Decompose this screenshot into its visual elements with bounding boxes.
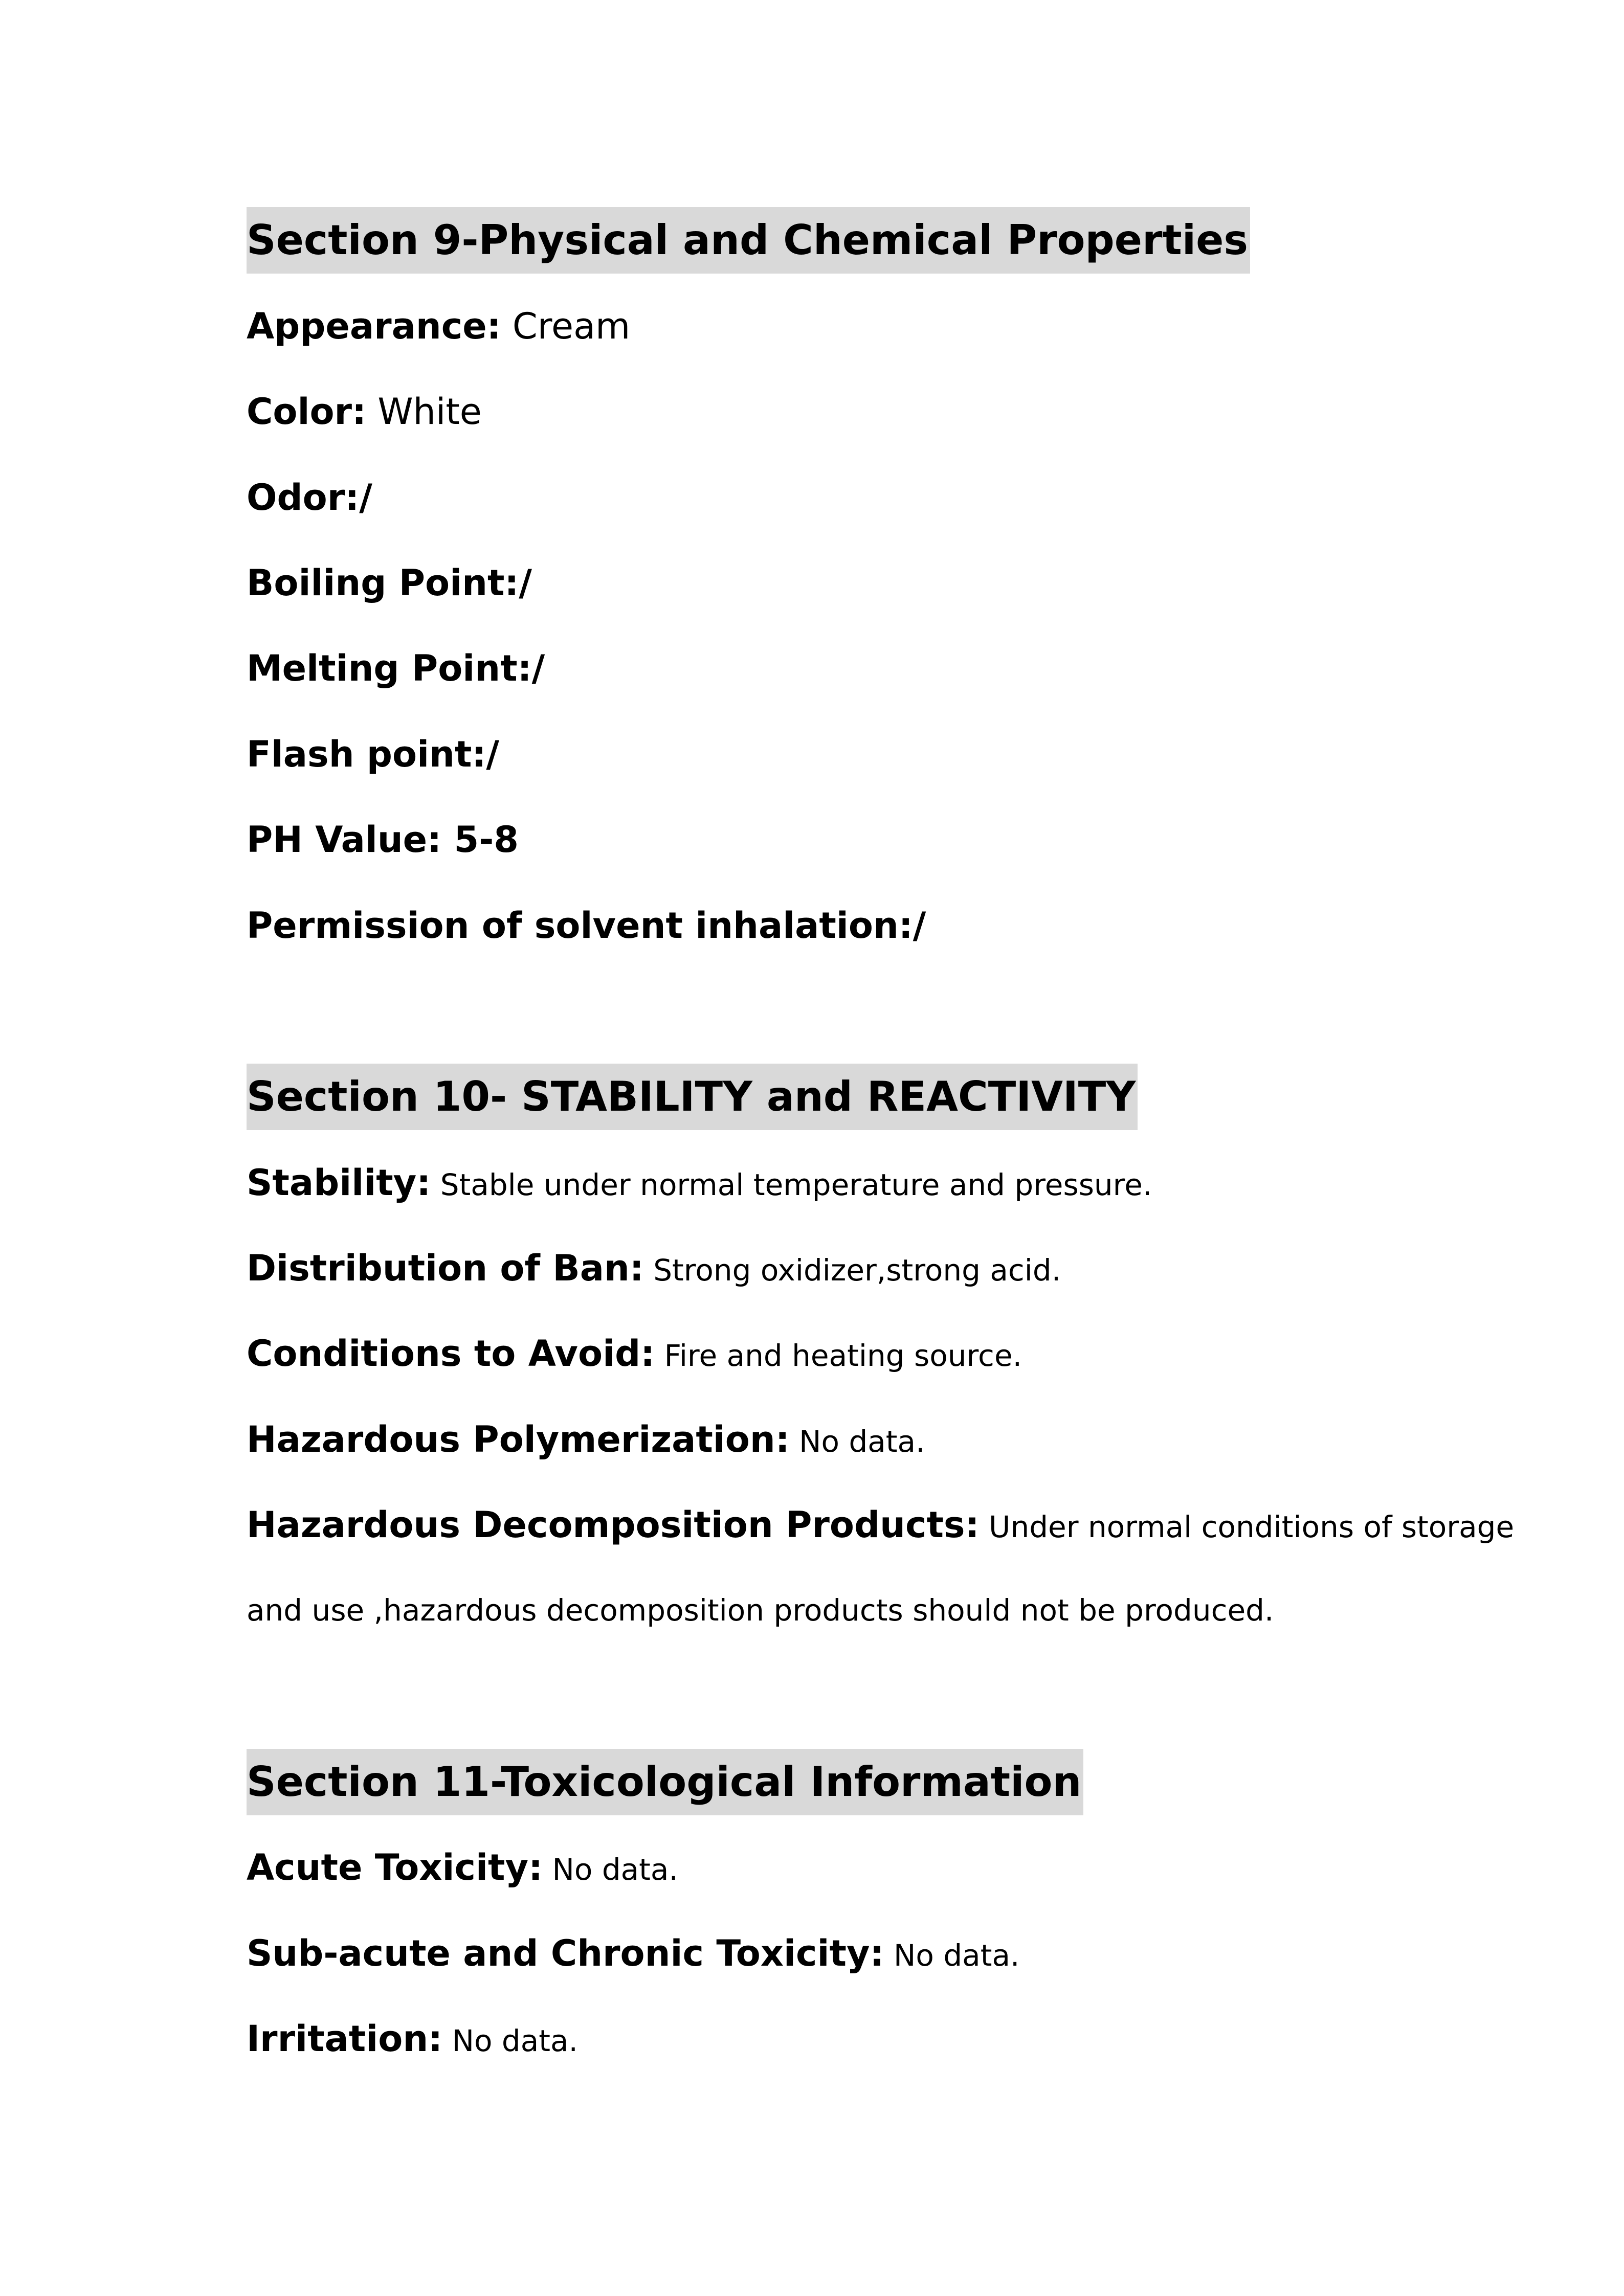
appearance-value: Cream: [501, 305, 631, 347]
color-value: White: [366, 391, 482, 433]
section-10-heading: Section 10- STABILITY and REACTIVITY: [247, 1064, 1138, 1130]
irritation-label: Irritation:: [247, 2018, 443, 2060]
hazardous-decomposition-label: Hazardous Decomposition Products:: [247, 1504, 980, 1546]
appearance-label: Appearance:: [247, 305, 501, 347]
conditions-to-avoid-row: [247, 1331, 1022, 1379]
hazardous-decomposition-value-line1: Under normal conditions of storage: [979, 1510, 1515, 1544]
hazardous-decomposition-row: [247, 1502, 1514, 1550]
irritation-value: No data.: [442, 2023, 578, 2058]
flash-point-label: Flash point:/: [247, 733, 499, 775]
distribution-of-ban-row: [247, 1245, 1061, 1293]
solvent-inhalation-label: Permission of solvent inhalation:/: [247, 905, 926, 947]
acute-toxicity-row: [247, 1844, 678, 1893]
hazardous-polymerization-label: Hazardous Polymerization:: [247, 1419, 790, 1460]
subacute-toxicity-value: No data.: [884, 1938, 1020, 1973]
flash-point-row: [247, 731, 499, 777]
ph-value-row: [247, 817, 519, 863]
stability-row: [247, 1160, 1152, 1208]
acute-toxicity-label: Acute Toxicity:: [247, 1847, 543, 1888]
odor-row: [247, 475, 372, 521]
melting-point-row: [247, 645, 545, 691]
stability-label: Stability:: [247, 1162, 431, 1204]
subacute-toxicity-row: [247, 1930, 1019, 1978]
solvent-inhalation-row: [247, 903, 926, 949]
melting-point-label: Melting Point:/: [247, 647, 545, 689]
boiling-point-label: Boiling Point:/: [247, 562, 532, 604]
hazardous-decomposition-value-line2: and use ,hazardous decomposition products should not be produced.: [247, 1593, 1274, 1628]
boiling-point-row: [247, 560, 532, 606]
irritation-row: [247, 2016, 578, 2064]
conditions-to-avoid-label: Conditions to Avoid:: [247, 1333, 655, 1375]
distribution-of-ban-value: Strong oxidizer,strong acid.: [643, 1253, 1061, 1288]
color-label: Color:: [247, 391, 367, 433]
distribution-of-ban-label: Distribution of Ban:: [247, 1247, 644, 1289]
ph-value-label: PH Value: 5-8: [247, 819, 519, 861]
hazardous-polymerization-value: No data.: [789, 1424, 925, 1459]
section-11-heading: Section 11-Toxicological Information: [247, 1749, 1083, 1815]
subacute-toxicity-label: Sub-acute and Chronic Toxicity:: [247, 1932, 884, 1974]
section-9-heading: Section 9-Physical and Chemical Properties: [247, 207, 1250, 274]
appearance-row: [247, 303, 630, 349]
odor-label: Odor:/: [247, 477, 372, 519]
conditions-to-avoid-value: Fire and heating source.: [655, 1338, 1022, 1373]
color-row: [247, 389, 482, 435]
hazardous-polymerization-row: [247, 1416, 925, 1465]
stability-value: Stable under normal temperature and pressure.: [431, 1167, 1152, 1202]
acute-toxicity-value: No data.: [543, 1852, 678, 1887]
